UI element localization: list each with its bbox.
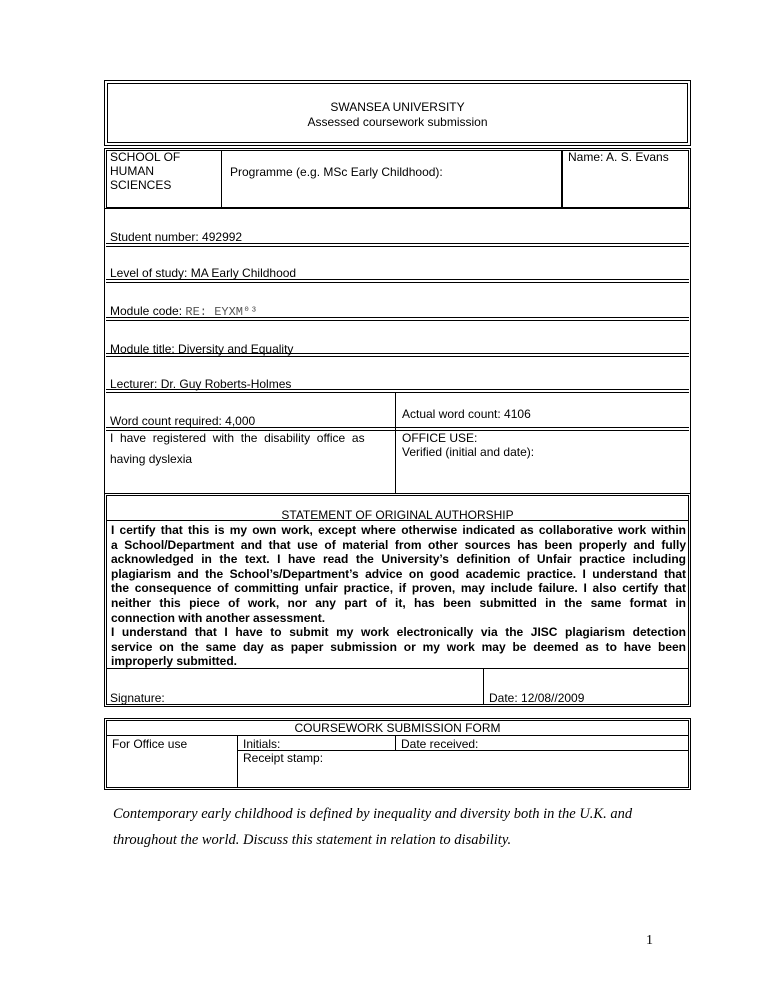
form-subtitle: Assessed coursework submission [307, 115, 488, 129]
signature-field: Signature: [110, 691, 165, 705]
student-number: Student number: 492992 [110, 230, 243, 244]
authorship-line: plagiarism and the School’s/Department’s advice on good academic practice. I understand that [111, 566, 686, 581]
office-use-label: OFFICE USE: [402, 431, 478, 445]
authorship-line: service on the same day as paper submission or my work may be deemed as to have been [111, 639, 686, 654]
school-label: SCIENCES [110, 178, 172, 192]
disability-statement: I have registered with the disability office as [110, 431, 365, 445]
authorship-line: connection with another assessment. [111, 610, 326, 625]
divider [104, 208, 691, 209]
school-label: SCHOOL OF [110, 150, 181, 164]
initials-field: Initials: [243, 737, 281, 751]
module-code-value: RE: EYXM⁰³ [185, 305, 258, 319]
authorship-line: I certify that this is my own work, except where otherwise indicated as collaborative work within [111, 523, 686, 537]
date-field: Date: 12/08//2009 [489, 691, 585, 705]
essay-question: Contemporary early childhood is defined by inequality and diversity both in the U.K. and [113, 806, 633, 822]
row-divider [221, 150, 222, 208]
disability-statement: having dyslexia [110, 452, 193, 466]
submission-form-heading: COURSEWORK SUBMISSION FORM [294, 721, 501, 735]
divider [106, 668, 689, 669]
authorship-text [111, 523, 686, 669]
row-divider [237, 735, 238, 788]
page-number: 1 [646, 933, 653, 948]
authorship-line: I understand that I have to submit my work electronically via the JISC plagiarism detection [111, 625, 686, 640]
row-divider [395, 735, 396, 750]
university-title: SWANSEA UNIVERSITY [330, 100, 465, 114]
authorship-line: neither this piece of work, nor any part of it, has been submitted in the same format in [111, 595, 686, 610]
row-divider [483, 668, 484, 705]
name-field: Name: A. S. Evans [568, 150, 669, 164]
office-use-label: For Office use [112, 737, 188, 751]
essay-question: throughout the world. Discuss this statement in relation to disability. [113, 832, 512, 848]
module-title: Module title: Diversity and Equality [110, 342, 294, 356]
authorship-line: the consequence of committing unfair practice, if proven, may include failure. I also certify that [111, 581, 686, 596]
lecturer: Lecturer: Dr. Guy Roberts-Holmes [110, 377, 292, 391]
level-of-study: Level of study: MA Early Childhood [110, 266, 297, 280]
school-label: HUMAN [110, 164, 154, 178]
actual-word-count: Actual word count: 4106 [402, 407, 531, 421]
module-code [110, 304, 257, 319]
row-divider [561, 150, 563, 208]
programme-field: Programme (e.g. MSc Early Childhood): [230, 165, 443, 179]
authorship-line: a School/Department and that use of material from other sources has been properly and fully [111, 537, 686, 552]
module-code-label: Module code: [110, 304, 186, 318]
verified-field: Verified (initial and date): [402, 445, 535, 459]
authorship-heading: STATEMENT OF ORIGINAL AUTHORSHIP [281, 508, 514, 522]
authorship-line: improperly submitted. [111, 654, 238, 669]
authorship-line: acknowledged in the text. I have read the University’s definition of Unfair practice including [111, 552, 686, 567]
word-count-required: Word count required: 4,000 [110, 414, 256, 428]
divider [106, 735, 689, 736]
receipt-stamp-field: Receipt stamp: [243, 751, 324, 765]
date-received-field: Date received: [401, 737, 479, 751]
